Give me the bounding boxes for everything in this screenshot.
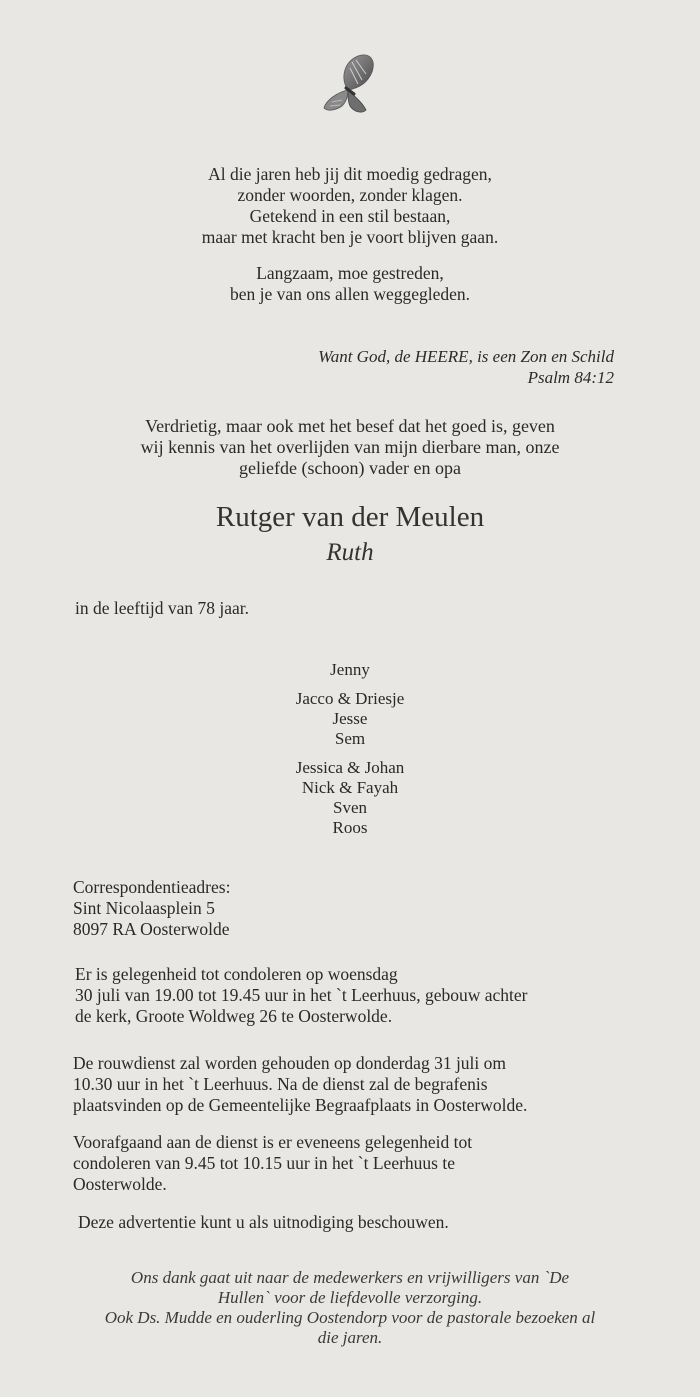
- family-member: Jacco & Driesje: [295, 689, 405, 708]
- correspondence-address: [73, 877, 230, 940]
- funeral-service-info: [73, 1053, 527, 1116]
- announcement-line: wij kennis van het overlijden van mijn dierbare man, onze: [140, 437, 560, 457]
- family-member: Jenny: [330, 660, 370, 679]
- thanks-line: Ons dank gaat uit naar de medewerkers en vrijwilligers van `De: [130, 1268, 570, 1287]
- family-member: Sem: [334, 729, 366, 748]
- thanks-line: Hullen` voor de liefdevolle verzorging.: [217, 1288, 483, 1307]
- address-line: 8097 RA Oosterwolde: [73, 919, 230, 939]
- condolence-line: Er is gelegenheid tot condoleren op woensdag: [75, 964, 398, 984]
- family-member: Nick & Fayah: [301, 778, 399, 797]
- age-line: in de leeftijd van 78 jaar.: [75, 598, 249, 618]
- poem-stanza-2: [0, 263, 700, 305]
- poem-line: zonder woorden, zonder klagen.: [237, 185, 463, 205]
- thanks-line: die jaren.: [317, 1328, 383, 1347]
- family-member: Roos: [332, 818, 368, 837]
- announcement-line: Verdrietig, maar ook met het besef dat het goed is, geven: [145, 416, 555, 436]
- pre-service-line: Oosterwolde.: [73, 1174, 167, 1194]
- pre-service-line: Voorafgaand aan de dienst is er eveneens gelegenheid tot: [73, 1132, 473, 1152]
- condolence-info: [75, 964, 527, 1027]
- service-line: 10.30 uur in het `t Leerhuus. Na de dienst zal de begrafenis: [73, 1074, 488, 1094]
- poem-line: Al die jaren heb jij dit moedig gedragen,: [208, 164, 492, 184]
- family-member: Jesse: [332, 709, 368, 728]
- poem-line: ben je van ons allen weggegleden.: [229, 284, 471, 304]
- address-line: Correspondentieadres:: [73, 877, 231, 897]
- announcement-line: geliefde (schoon) vader en opa: [239, 458, 461, 478]
- poem-stanza-1: [0, 164, 700, 248]
- condolence-line: 30 juli van 19.00 tot 19.45 uur in het `t Leerhuus, gebouw achter: [75, 985, 528, 1005]
- pre-service-line: condoleren van 9.45 tot 10.15 uur in het `t Leerhuus te: [73, 1153, 455, 1173]
- butterfly-image: [318, 50, 382, 120]
- death-announcement: [0, 416, 700, 479]
- address-line: Sint Nicolaasplein 5: [73, 898, 215, 918]
- thanks-note: [0, 1268, 700, 1348]
- family-member: Sven: [333, 798, 367, 817]
- poem-line: maar met kracht ben je voort blijven gaan.: [201, 227, 499, 247]
- bible-quote: [318, 346, 614, 388]
- family-member: Jessica & Johan: [295, 758, 405, 777]
- pre-service-condolence: [73, 1132, 472, 1195]
- condolence-line: de kerk, Groote Woldweg 26 te Oosterwolde.: [75, 1006, 393, 1026]
- deceased-name: Rutger van der Meulen: [215, 501, 485, 533]
- quote-reference: Psalm 84:12: [527, 368, 614, 387]
- service-line: plaatsvinden op de Gemeentelijke Begraafplaats in Oosterwolde.: [73, 1095, 528, 1115]
- quote-text: Want God, de HEERE, is een Zon en Schild: [318, 347, 614, 366]
- invitation-note: Deze advertentie kunt u als uitnodiging beschouwen.: [78, 1212, 449, 1232]
- poem-line: Langzaam, moe gestreden,: [256, 263, 444, 283]
- service-line: De rouwdienst zal worden gehouden op donderdag 31 juli om: [73, 1053, 507, 1073]
- thanks-line: Ook Ds. Mudde en ouderling Oostendorp voor de pastorale bezoeken al: [104, 1308, 596, 1327]
- deceased-nickname: Ruth: [326, 539, 374, 566]
- poem-line: Getekend in een stil bestaan,: [249, 206, 451, 226]
- family-list: [0, 660, 700, 838]
